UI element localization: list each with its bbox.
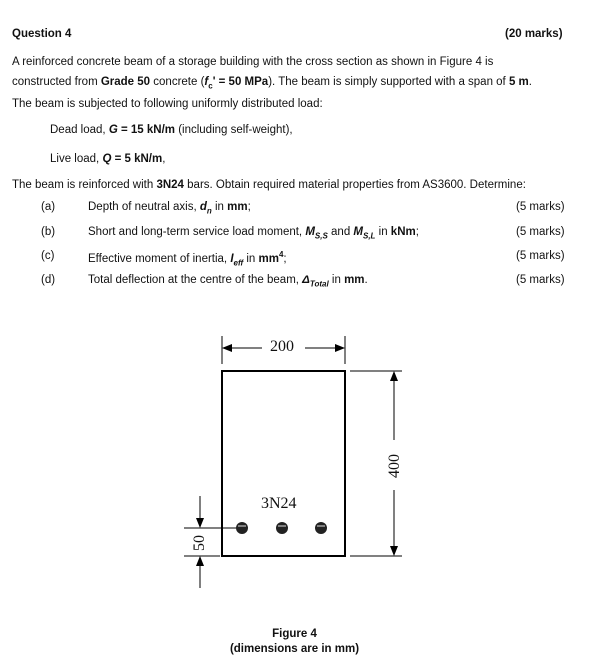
figure-caption-units: (dimensions are in mm) [229, 643, 360, 655]
reinforcing-bars [236, 522, 327, 534]
live-load: Live load, Q = 5 kN/m, [50, 153, 166, 165]
task-a-label: (a) [41, 201, 56, 213]
rebar-left [236, 522, 248, 534]
task-b-text: Short and long-term service load moment, $M_{S,S}$ and $M_{S,L}$ in kNm; [88, 226, 419, 241]
task-c-label: (c) [41, 250, 55, 262]
figure-caption: Figure 4 [272, 628, 317, 640]
intro-line-3: The beam is subjected to following uniformly distributed load: [12, 98, 323, 110]
task-c-text: Effective moment of inertia, $I_{eff}$ in $mm^4$; [88, 250, 287, 268]
rebar-right [315, 522, 327, 534]
task-a-marks: (5 marks) [516, 201, 565, 213]
task-d-text: Total deflection at the centre of the beam, $\Delta_{Total}$ in mm. [88, 274, 368, 289]
question-title: Question 4 [12, 28, 72, 40]
height-dimension-label: 400 [386, 454, 403, 478]
task-b-marks: (5 marks) [516, 226, 565, 238]
cover-dimension-label: 50 [191, 535, 208, 551]
reinforcement-line: The beam is reinforced with 3N24 bars. Obtain required material properties from AS3600. Determine: [12, 179, 526, 191]
intro-line-1: A reinforced concrete beam of a storage building with the cross section as shown in Figure 4 is [12, 56, 494, 68]
dead-load: Dead load, G = 15 kN/m (including self-weight), [50, 124, 293, 136]
task-d-marks: (5 marks) [516, 274, 565, 286]
task-b-label: (b) [41, 226, 56, 238]
task-a-text: Depth of neutral axis, $d_n$ in mm; [88, 201, 251, 216]
bars-label: 3N24 [261, 495, 297, 512]
rebar-middle [276, 522, 288, 534]
width-dimension-label: 200 [270, 338, 294, 355]
task-d-label: (d) [41, 274, 56, 286]
task-c-marks: (5 marks) [516, 250, 565, 262]
question-marks: (20 marks) [505, 28, 563, 40]
intro-line-2: constructed from Grade 50 concrete ($f_c' = 50$ MPa). The beam is simply supported with a span of 5 m. [12, 76, 532, 91]
